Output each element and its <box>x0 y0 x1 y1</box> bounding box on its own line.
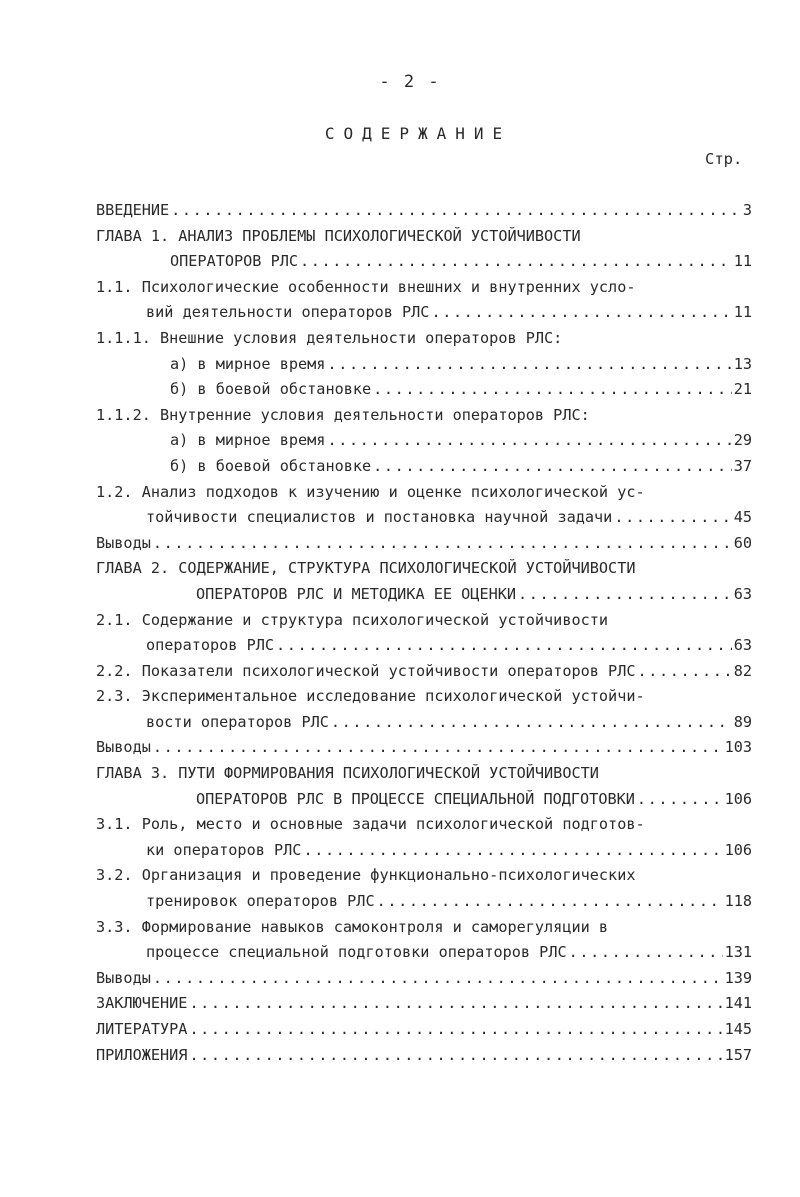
toc-entry-page: 37 <box>733 456 752 475</box>
toc-entry <box>0 863 800 889</box>
toc-entry <box>0 275 800 301</box>
toc-entry <box>0 966 800 992</box>
toc-dot-leader <box>300 249 732 275</box>
toc-dot-leader <box>153 531 732 557</box>
toc-dot-leader <box>518 582 732 608</box>
toc-entry <box>0 300 800 326</box>
toc-entry-line <box>196 582 752 608</box>
toc-dot-leader <box>189 1043 722 1069</box>
toc-entry-title: 1.1.2. Внутренние условия деятельности операторов РЛС: <box>96 405 590 424</box>
toc-entry-title: а) в мирное время <box>170 354 326 373</box>
toc-entry-title: тойчивости специалистов и постановка научной задачи <box>146 508 613 527</box>
toc-entry-title: б) в боевой обстановке <box>170 456 372 475</box>
toc-dot-leader <box>276 633 732 659</box>
toc-entry-title: 3.1. Роль, место и основные задачи психологической подготов- <box>96 815 645 834</box>
toc-entry-title: ГЛАВА 3. ПУТИ ФОРМИРОВАНИЯ ПСИХОЛОГИЧЕСКОЙ УСТОЙЧИВОСТИ <box>96 764 599 783</box>
toc-entry-title: 2.1. Содержание и структура психологической устойчивости <box>96 610 609 629</box>
toc-entry-title: 1.1. Психологические особенности внешних и внутренних усло- <box>96 277 636 296</box>
toc-entry-line <box>96 1017 752 1043</box>
toc-entry-title: 2.2. Показатели психологической устойчивости операторов РЛС <box>96 661 636 680</box>
toc-entry <box>0 889 800 915</box>
toc-dot-leader <box>189 991 722 1017</box>
toc-entry-line <box>146 633 752 659</box>
page-number: - 2 - <box>379 72 441 92</box>
toc-entry-title: Выводы <box>96 533 151 552</box>
toc-entry-line <box>196 787 752 813</box>
toc-entry-line <box>146 505 752 531</box>
toc-entry-page: 131 <box>724 943 752 962</box>
toc-entry-line <box>146 940 752 966</box>
toc-entry-title: ОПЕРАТОРОВ РЛС <box>170 252 299 271</box>
toc-dot-leader <box>171 198 741 224</box>
toc-entry-line <box>96 966 752 992</box>
toc-entry-page: 11 <box>733 303 752 322</box>
toc-dot-leader <box>637 659 731 685</box>
toc-entry-line <box>146 838 752 864</box>
toc-dot-leader <box>303 838 722 864</box>
toc-entry-line <box>96 659 752 685</box>
toc-dot-leader <box>614 505 731 531</box>
toc-entry-line <box>96 531 752 557</box>
toc-entry <box>0 326 800 352</box>
toc-entry <box>0 710 800 736</box>
toc-entry-line <box>170 377 752 403</box>
toc-entry-line <box>146 300 752 326</box>
toc-entry-page: 157 <box>724 1045 752 1064</box>
toc-dot-leader <box>327 352 731 378</box>
toc-entry-title: операторов РЛС <box>146 636 275 655</box>
toc-entry <box>0 582 800 608</box>
toc-entry-page: 103 <box>724 738 752 757</box>
toc-entry <box>0 249 800 275</box>
toc-entry-title: 3.3. Формирование навыков самоконтроля и саморегуляции в <box>96 917 609 936</box>
toc-entry-line <box>96 198 752 224</box>
toc-entry <box>0 684 800 710</box>
page-title: СОДЕРЖАНИЕ <box>324 124 512 143</box>
toc-entry-title: ВВЕДЕНИЕ <box>96 201 170 219</box>
toc-entry-title: ЛИТЕРАТУРА <box>96 1020 188 1038</box>
toc-entry <box>0 940 800 966</box>
toc-entry-title: тренировок операторов РЛС <box>146 892 375 911</box>
toc-entry <box>0 377 800 403</box>
toc-entry-page: 139 <box>724 968 752 987</box>
toc-entry <box>0 761 800 787</box>
toc-entry <box>0 531 800 557</box>
toc-entry-page: 63 <box>733 636 752 655</box>
toc-entry <box>0 428 800 454</box>
toc-entry-title: 2.3. Экспериментальное исследование психологической устойчи- <box>96 687 645 706</box>
toc-entry-title: ОПЕРАТОРОВ РЛС В ПРОЦЕССЕ СПЕЦИАЛЬНОЙ ПОДГОТОВКИ <box>196 789 635 808</box>
toc-entry-page: 82 <box>733 661 752 680</box>
toc-entry <box>0 659 800 685</box>
toc-entry-title: ОПЕРАТОРОВ РЛС И МЕТОДИКА ЕЕ ОЦЕНКИ <box>196 584 517 603</box>
toc-entry-title: вости операторов РЛС <box>146 712 329 731</box>
toc-entry-page: 13 <box>733 354 752 373</box>
toc-dot-leader <box>331 710 732 736</box>
toc-entry <box>0 198 800 224</box>
toc-entry <box>0 480 800 506</box>
toc-entry-line <box>96 1043 752 1069</box>
toc-entry-title: Выводы <box>96 738 151 757</box>
toc-dot-leader <box>637 787 723 813</box>
toc-entry-line <box>146 710 752 736</box>
toc-entry <box>0 454 800 480</box>
toc-entry-title: Выводы <box>96 968 151 987</box>
toc-entry-page: 145 <box>724 1020 752 1038</box>
toc-entry <box>0 787 800 813</box>
toc-entry <box>0 812 800 838</box>
toc-entry <box>0 915 800 941</box>
toc-dot-leader <box>153 735 723 761</box>
toc-entry-title: 3.2. Организация и проведение функционально-психологических <box>96 866 636 885</box>
toc-entry-page: 3 <box>742 201 752 219</box>
toc-dot-leader <box>373 454 732 480</box>
toc-entry <box>0 1043 800 1069</box>
toc-entry <box>0 224 800 250</box>
toc-dot-leader <box>569 940 723 966</box>
toc-entry-title: ПРИЛОЖЕНИЯ <box>96 1045 188 1064</box>
toc-entry-title: вий деятельности операторов РЛС <box>146 303 430 322</box>
table-of-contents <box>0 198 800 1068</box>
toc-entry-title: ГЛАВА 1. АНАЛИЗ ПРОБЛЕМЫ ПСИХОЛОГИЧЕСКОЙ УСТОЙЧИВОСТИ <box>96 226 581 245</box>
toc-entry <box>0 352 800 378</box>
toc-dot-leader <box>373 377 732 403</box>
toc-entry-title: ки операторов РЛС <box>146 840 302 859</box>
toc-entry-title: 1.1.1. Внешние условия деятельности операторов РЛС: <box>96 328 563 347</box>
toc-dot-leader <box>377 889 723 915</box>
toc-entry-page: 63 <box>733 584 752 603</box>
toc-entry-page: 60 <box>733 533 752 552</box>
toc-entry <box>0 633 800 659</box>
toc-entry-line <box>170 249 752 275</box>
toc-entry <box>0 556 800 582</box>
toc-entry <box>0 991 800 1017</box>
toc-entry-line <box>96 991 752 1017</box>
toc-entry <box>0 403 800 429</box>
toc-dot-leader <box>431 300 731 326</box>
toc-entry-line <box>170 454 752 480</box>
toc-entry-page: 21 <box>733 380 752 399</box>
toc-entry-line <box>170 428 752 454</box>
toc-entry-page: 29 <box>733 431 752 450</box>
toc-entry-page: 89 <box>733 712 752 731</box>
toc-entry-title: а) в мирное время <box>170 431 326 450</box>
toc-entry-line <box>170 352 752 378</box>
toc-dot-leader <box>153 966 723 992</box>
toc-entry-page: 106 <box>724 840 752 859</box>
toc-entry-page: 106 <box>724 789 752 808</box>
toc-entry-page: 118 <box>724 892 752 911</box>
toc-entry-page: 11 <box>733 252 752 271</box>
toc-entry <box>0 838 800 864</box>
toc-entry <box>0 735 800 761</box>
toc-dot-leader <box>327 428 731 454</box>
toc-entry-title: 1.2. Анализ подходов к изучению и оценке психологической ус- <box>96 482 645 501</box>
toc-entry-page: 45 <box>733 508 752 527</box>
toc-dot-leader <box>189 1017 722 1043</box>
toc-entry-title: б) в боевой обстановке <box>170 380 372 399</box>
toc-entry <box>0 1017 800 1043</box>
page-column-label: Стр. <box>705 150 743 168</box>
toc-entry-title: ГЛАВА 2. СОДЕРЖАНИЕ, СТРУКТУРА ПСИХОЛОГИЧЕСКОЙ УСТОЙЧИВОСТИ <box>96 559 636 578</box>
toc-entry <box>0 608 800 634</box>
toc-entry <box>0 505 800 531</box>
toc-entry-line <box>96 735 752 761</box>
toc-entry-page: 141 <box>724 994 752 1013</box>
toc-entry-title: процессе специальной подготовки операторов РЛС <box>146 943 567 962</box>
toc-entry-line <box>146 889 752 915</box>
toc-entry-title: ЗАКЛЮЧЕНИЕ <box>96 994 188 1013</box>
